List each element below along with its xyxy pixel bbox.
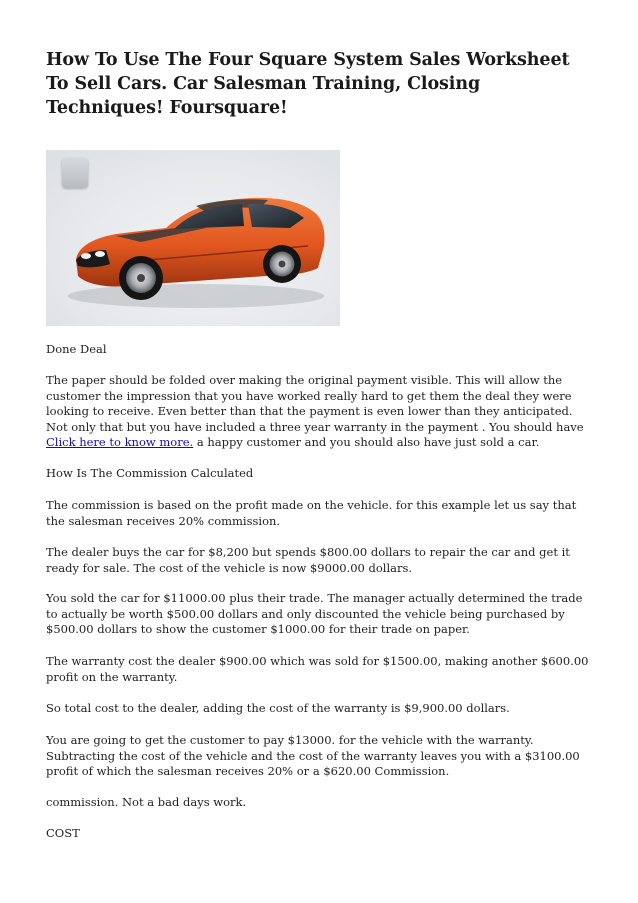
paragraph-3: The dealer buys the car for $8,200 but spends $800.00 dollars to repair the car and get it ready for sale. The cost of the vehicle is now $9000.00 dollars. xyxy=(46,545,570,575)
paragraph-4: You sold the car for $11000.00 plus their trade. The manager actually determined the trade to actually be worth $500.00 dollars and only discounted the vehicle being purchased by $500.00 dollars to show the customer $1000.00 for their trade on paper. xyxy=(46,591,583,636)
know-more-link[interactable]: Click here to know more. xyxy=(46,435,194,449)
document-page xyxy=(46,48,594,840)
car-illustration xyxy=(46,150,340,326)
page-title: How To Use The Four Square System Sales Worksheet To Sell Cars. Car Salesman Training, Closing Techniques! Foursquare! xyxy=(46,50,570,118)
paragraph-1-text-a: The paper should be folded over making the original payment visible. This will allow the customer the impression that you have worked really hard to get them the deal they were looking to receive. Even better than that the payment is even lower than they anticipated. Not only that but you have included a three year warranty in the payment . You should have xyxy=(46,373,584,434)
logo-badge-icon xyxy=(62,158,88,188)
heading-done-deal: Done Deal xyxy=(46,342,107,356)
paragraph-8: commission. Not a bad days work. xyxy=(46,795,247,809)
paragraph-1 xyxy=(46,373,594,451)
paragraph-2: The commission is based on the profit made on the vehicle. for this example let us say that the salesman receives 20% commission. xyxy=(46,498,577,528)
paragraph-7: You are going to get the customer to pay $13000. for the vehicle with the warranty. Subtracting the cost of the vehicle and the cost of the warranty leaves you with a $3100.00 profit of which the salesman receives 20% or a $620.00 Commission. xyxy=(46,733,580,778)
paragraph-9: COST xyxy=(46,826,80,840)
paragraph-1-text-b: a happy customer and you should also have just sold a car. xyxy=(193,435,540,449)
paragraph-5: The warranty cost the dealer $900.00 which was sold for $1500.00, making another $600.00 profit on the warranty. xyxy=(46,654,589,684)
paragraph-6: So total cost to the dealer, adding the cost of the warranty is $9,900.00 dollars. xyxy=(46,701,510,715)
heading-commission: How Is The Commission Calculated xyxy=(46,466,254,480)
car-photo xyxy=(46,150,340,326)
